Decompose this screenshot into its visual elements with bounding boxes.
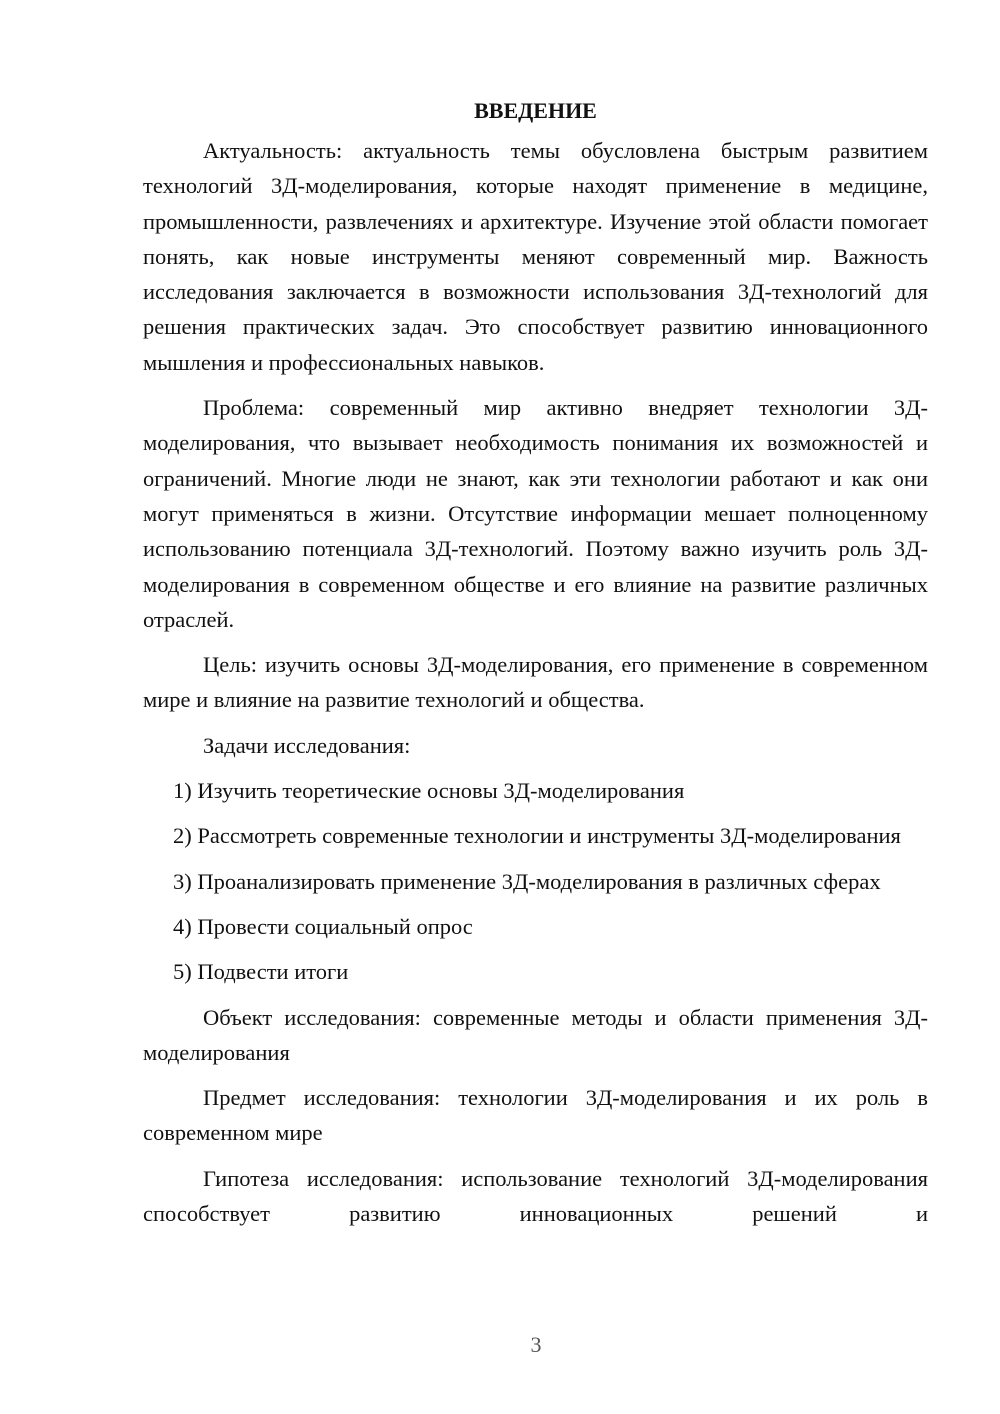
task-item-1: 1) Изучить теоретические основы 3Д-моделирования (173, 778, 685, 804)
paragraph-object: Объект исследования: современные методы и области применения 3Д-моделирования (143, 1004, 928, 1065)
paragraph-goal: Цель: изучить основы 3Д-моделирования, его применение в современном мире и влияние на развитие технологий и общества. (143, 652, 928, 713)
paragraph-problem: Проблема: современный мир активно внедряет технологии 3Д-моделирования, что вызывает необходимость понимания их возможностей и ограничений. Многие люди не знают, как эти технологии работают и как они могут применяться в жизни. Отсутствие информации мешает полноценному использованию потенциала 3Д-технологий. Поэтому важно изучить роль 3Д-моделирования в современном обществе и его влияние на развитие различных отраслей. (143, 395, 928, 632)
task-item-4: 4) Провести социальный опрос (173, 913, 473, 939)
section-title: ВВЕДЕНИЕ (474, 98, 597, 123)
document-page (143, 95, 928, 1241)
paragraph-subject: Предмет исследования: технологии 3Д-моделирования и их роль в современном мире (143, 1085, 928, 1146)
paragraph-relevance: Актуальность: актуальность темы обусловлена быстрым развитием технологий 3Д-моделирования, которые находят применение в медицине, промышленности, развлечениях и архитектуре. Изучение этой области помогает понять, как новые инструменты меняют современный мир. Важность исследования заключается в возможности использования 3Д-технологий для решения практических задач. Это способствует развитию инновационного мышления и профессиональных навыков. (143, 138, 928, 375)
page-number: 3 (530, 1332, 542, 1357)
paragraph-hypothesis: Гипотеза исследования: использование технологий 3Д-моделирования способствует развитию инновационных решений и (143, 1165, 928, 1227)
task-item-3: 3) Проанализировать применение 3Д-моделирования в различных сферах (173, 868, 881, 894)
task-item-5: 5) Подвести итоги (173, 959, 349, 985)
tasks-heading: Задачи исследования: (203, 732, 411, 758)
task-item-2: 2) Рассмотреть современные технологии и инструменты 3Д-моделирования (173, 823, 901, 849)
